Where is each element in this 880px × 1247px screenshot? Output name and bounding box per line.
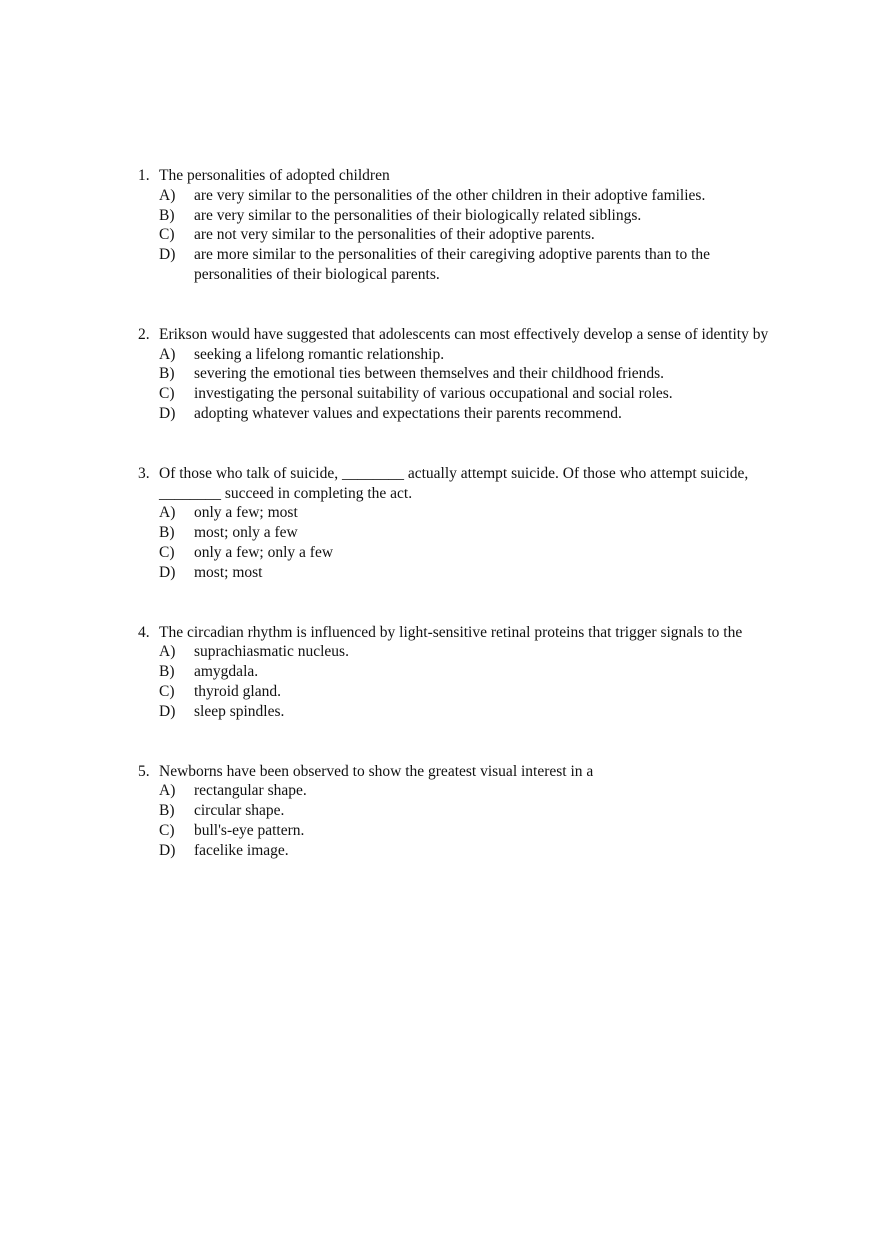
choice-text: adopting whatever values and expectations their parents recommend.	[194, 404, 622, 422]
choice-text: bull's-eye pattern.	[194, 821, 305, 839]
choice-letter: C)	[159, 226, 175, 244]
question-number: 1.	[138, 167, 150, 184]
question-text: Erikson would have suggested that adolescents can most effectively develop a sense of identity by	[159, 325, 769, 343]
choice-letter: B)	[159, 365, 175, 383]
choice-text: severing the emotional ties between themselves and their childhood friends.	[194, 365, 665, 383]
choice-text: are more similar to the personalities of their caregiving adoptive parents than to the personalities of their biological parents.	[194, 246, 711, 283]
choice-d	[138, 841, 778, 861]
question-number: 2.	[138, 325, 150, 343]
choice-letter: A)	[159, 504, 176, 522]
choice-c	[138, 543, 778, 563]
question-stem	[138, 325, 778, 345]
choice-letter: C)	[159, 385, 175, 403]
choice-text: suprachiasmatic nucleus.	[194, 643, 349, 661]
choice-letter: D)	[159, 702, 176, 720]
choice-letter: A)	[159, 643, 176, 661]
choice-text: are not very similar to the personalities of their adoptive parents.	[194, 226, 595, 244]
choice-c	[138, 682, 778, 702]
question-number: 4.	[138, 623, 150, 641]
choice-text: amygdala.	[194, 663, 259, 681]
choice-a	[138, 186, 778, 206]
exam-page	[138, 166, 778, 901]
choice-letter: A)	[159, 345, 176, 363]
choice-a	[138, 642, 778, 662]
choice-text: sleep spindles.	[194, 702, 285, 720]
question-text: Of those who talk of suicide, ________ actually attempt suicide. Of those who attempt suicide, ________ succeed in completing the act.	[159, 464, 749, 502]
choice-letter: B)	[159, 206, 175, 224]
choice-text: rectangular shape.	[194, 782, 307, 800]
question-2	[138, 325, 778, 424]
choice-letter: A)	[159, 782, 176, 800]
choice-a	[138, 781, 778, 801]
question-stem	[138, 762, 778, 782]
choice-d	[138, 702, 778, 722]
question-3	[138, 464, 778, 583]
choice-letter: C)	[159, 682, 175, 700]
choice-c	[138, 821, 778, 841]
choice-letter: D)	[159, 404, 176, 422]
choice-text: are very similar to the personalities of the other children in their adoptive families.	[194, 186, 706, 204]
choice-text: only a few; most	[194, 504, 298, 522]
choice-b	[138, 523, 778, 543]
choice-c	[138, 384, 778, 404]
choice-letter: D)	[159, 841, 176, 859]
choice-letter: B)	[159, 802, 175, 820]
choice-letter: B)	[159, 663, 175, 681]
choice-text: most; most	[194, 563, 263, 581]
choice-letter: C)	[159, 821, 175, 839]
choice-letter: D)	[159, 563, 176, 581]
choice-d	[138, 404, 778, 424]
choice-text: thyroid gland.	[194, 682, 281, 700]
choice-a	[138, 503, 778, 523]
choice-text: are very similar to the personalities of their biologically related siblings.	[194, 206, 642, 224]
question-stem	[138, 464, 778, 504]
question-4	[138, 623, 778, 722]
choice-d	[138, 563, 778, 583]
choice-c	[138, 225, 778, 245]
choice-d	[138, 245, 778, 285]
choice-text: seeking a lifelong romantic relationship.	[194, 345, 445, 363]
question-text: The personalities of adopted children	[159, 167, 390, 184]
choice-a	[138, 345, 778, 365]
choice-letter: B)	[159, 524, 175, 542]
choice-text: facelike image.	[194, 841, 289, 859]
choice-b	[138, 662, 778, 682]
question-stem	[138, 623, 778, 643]
choice-b	[138, 801, 778, 821]
question-number: 3.	[138, 464, 150, 482]
choice-letter: D)	[159, 246, 176, 264]
choice-b	[138, 364, 778, 384]
choice-text: only a few; only a few	[194, 543, 334, 561]
choice-text: most; only a few	[194, 524, 298, 542]
question-text: The circadian rhythm is influenced by light-sensitive retinal proteins that trigger signals to the	[159, 623, 743, 641]
question-5	[138, 762, 778, 861]
question-text: Newborns have been observed to show the greatest visual interest in a	[159, 762, 594, 780]
choice-b	[138, 206, 778, 226]
question-number: 5.	[138, 762, 150, 780]
choice-text: circular shape.	[194, 802, 285, 820]
choice-letter: C)	[159, 543, 175, 561]
choice-text: investigating the personal suitability of various occupational and social roles.	[194, 385, 673, 403]
question-stem	[138, 166, 778, 186]
choice-letter: A)	[159, 186, 176, 204]
question-1	[138, 166, 778, 285]
